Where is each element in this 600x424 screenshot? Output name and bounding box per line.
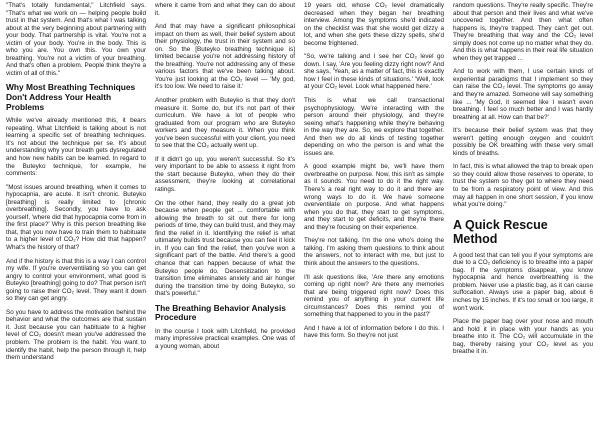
paragraph: It's because their belief system was that they weren't getting enough oxygen and couldn't possibly be OK breathing with these very small kinds of breaths. bbox=[453, 127, 593, 157]
section-heading: The Breathing Behavior Analysis Procedure bbox=[155, 302, 286, 323]
paragraph: They're not talking. I'm the one who's doing the talking. I'm asking them questions to think about the answers, not to interact with me, but just to think about the answers to the questions. bbox=[304, 237, 444, 267]
paragraph: This is what we call transactional psychophysiology. We're interacting with the person around their physiology, and they're seeing what's happening while they're behaving in the way they are. So, we explore that together. And then we do all kinds of testing together depending on who the person is and what the issues are. bbox=[304, 97, 444, 157]
paragraph: And I have a lot of information before I do this. I have this form. So they're not just bbox=[304, 324, 444, 340]
section-heading: Why Most Breathing Techniques Don't Address Your Health Problems bbox=[6, 82, 136, 112]
paragraph: "So, we're talking and I see her CO₂ level go down. I say, 'Are you feeling dizzy right now?' And she says, 'Yeah, as a matter of fact, this is exactly how I feel in these kinds of situations.' 'Well, look at your CO₂ level. Look what happened here.' bbox=[304, 53, 444, 91]
paragraph: In fact, this is what allowed the trap to break open so they could allow those reserves to operate, to trust the system so they get to where they need to be from a respiratory point of view. And this may all happen in one short session, if you know what you're doing." bbox=[453, 163, 593, 209]
paragraph: On the other hand, they really do a great job because when people get ... comfortable with allowing the breath to sit out there for long periods of time, they can build trust, and they may find the relief in it. Identifying the relief is what ultimately builds trust because you can feel it kick in. If you can find the relief, then you've won a significant part of the battle. And there's a good chance that can happen because of what the Buteyko people do. Desensitization to the transition time eliminates anxiety and air hunger during the transition time by doing Buteyko, so that's powerful." bbox=[155, 199, 295, 298]
paragraph: where it came from and what they can do about it. bbox=[155, 2, 295, 17]
paragraph: "That's totally fundamental," Litchfield says. "That's what we work on — helping people build trust in that system. And that's what I was talking about at the very beginning about partnering with your body. That partnership is vital. You're not a victim of your body. You're in the body. This is who you are. You own this. You own your breathing. You're not a victim of your breathing. And that's often a problem. People think they're a victim of all of this." bbox=[6, 2, 146, 77]
paragraph: And to work with them, I use certain kinds of experiential paradigms that I implement so they can raise the CO₂ level. The symptoms go away and they're amazed. Someone will say something like ... 'My God, it seemed like I wasn't even breathing. I feel so much better and I was hardly breathing at all. How can that be?' bbox=[453, 68, 593, 121]
paragraph: In the course I took with Litchfield, he provided many impressive practical examples. One was of a young woman, about bbox=[155, 327, 295, 350]
paragraph: And if the history is that this is a way I can control my wife. If you're overventilating so you can get angry to control your environment, what good is Buteyko [breathing] going to do? That person isn't going to raise their CO₂ level. They want it down so they can get angry. bbox=[6, 257, 146, 303]
paragraph: If it didn't go up, you weren't successful. So it's very important to be able to assess it right from the start because Buteyko, when they do their assessment, they're looking at correlational ratings. bbox=[155, 155, 295, 194]
paragraph: Another problem with Buteyko is that they don't measure it. Some do, but it's not part of their curriculum. We have a lot of people who graduated from our program who are Buteyko workers and they measure it. When you think you've been successful with your client, you need to see that the CO₂ actually went up. bbox=[155, 97, 295, 150]
paragraph: 19 years old, whose CO₂ level dramatically decreased when they began her breathing interview. Among the symptoms she'd indicated on the checklist was that she would get dizzy a lot, and when she gets these dizzy spells, she'd become frightened. bbox=[304, 2, 444, 47]
text-column-1 bbox=[6, 2, 146, 422]
paragraph: And that may have a significant philosophical impact on them as well, their belief system about their physiology, the trust in their system and so on. So the [Buteyko breathing technique is] limited because you're not addressing history of the breathing. You're not addressing any of these various factors that we've been talking about. You're just looking at the CO₂ level — 'My god, it's too low. We need to raise it.' bbox=[155, 23, 295, 91]
paragraph: Place the paper bag over your nose and mouth and hold it in place with your hands as you breathe into it. The CO₂ will accumulate in the bag, thereby raising your CO₂ level as you breathe it in. bbox=[453, 318, 593, 356]
text-column-3 bbox=[304, 2, 444, 422]
paragraph: A good example might be, we'll have them overbreathe on purpose. Now, this isn't as simple as it sounds. You need to do it the right way. There's a real right way to do it and there are wrong ways to do it. We have someone overventilate on purpose. And what happens when you do that, they start to get symptoms, and they start to get deficits, and they're there and they're focusing on their experience. bbox=[304, 163, 444, 231]
text-column-2 bbox=[155, 2, 295, 422]
section-heading-large: A Quick Rescue Method bbox=[453, 217, 548, 246]
paragraph: I'll ask questions like, 'Are there any emotions coming up right now? Are there any memories that are being triggered right now? Does this remind you of anything in your current life circumstances? Does this remind you of something that happened to you in the past?' bbox=[304, 273, 444, 319]
paragraph: random questions. They're really specific. They're about that person and their lives and what we've uncovered together. And then what often happens is, they're trapped. They can't get out. They're breathing that way and the CO₂ level simply does not come up no matter what they do. And this is what happens in their real life situation when they get trapped ... bbox=[453, 2, 593, 62]
paragraph: So you have to address the motivation behind the behavior and what the outcomes are that sustain it. Just because you can habituate to a higher level of CO₂ doesn't mean you've addressed the problem. The problem is the habit. You want to identify the habit, help the person through it, help them understand bbox=[6, 308, 146, 362]
paragraph: While we've already mentioned this, it bears repeating. What Litchfield is talking about is not learning a specific set of breathing techniques. It's not about the technique per se. It's about understanding why your breath gets dysregulated and how new habits can be learned. In regard to the Buteyko technique, for example, he comments: bbox=[6, 117, 146, 178]
text-column-4 bbox=[453, 2, 593, 422]
paragraph: "Most issues around breathing, when it comes to hypocapnia, are acute. It isn't chronic. Buteyko [breathing] is really limited to [chronic overbreathing]. Secondly, you have to ask yourself, 'where did that hypocapnia come from in the first place?' Why is this person breathing like that, that you now have to train them to habituate to a higher level of CO₂? How did that happen? What's the history of that? bbox=[6, 183, 146, 251]
paragraph: A good test that can tell you if your symptoms are due to a CO₂ deficiency is to breathe into a paper bag. If the symptoms disappear, you know hypocapnia and hence overbreathing is the problem. Never use a plastic bag, as it can cause suffocation. Always use a paper bag, about 6 inches by 15 inches. If it's too small or too large, it won't work. bbox=[453, 251, 593, 312]
